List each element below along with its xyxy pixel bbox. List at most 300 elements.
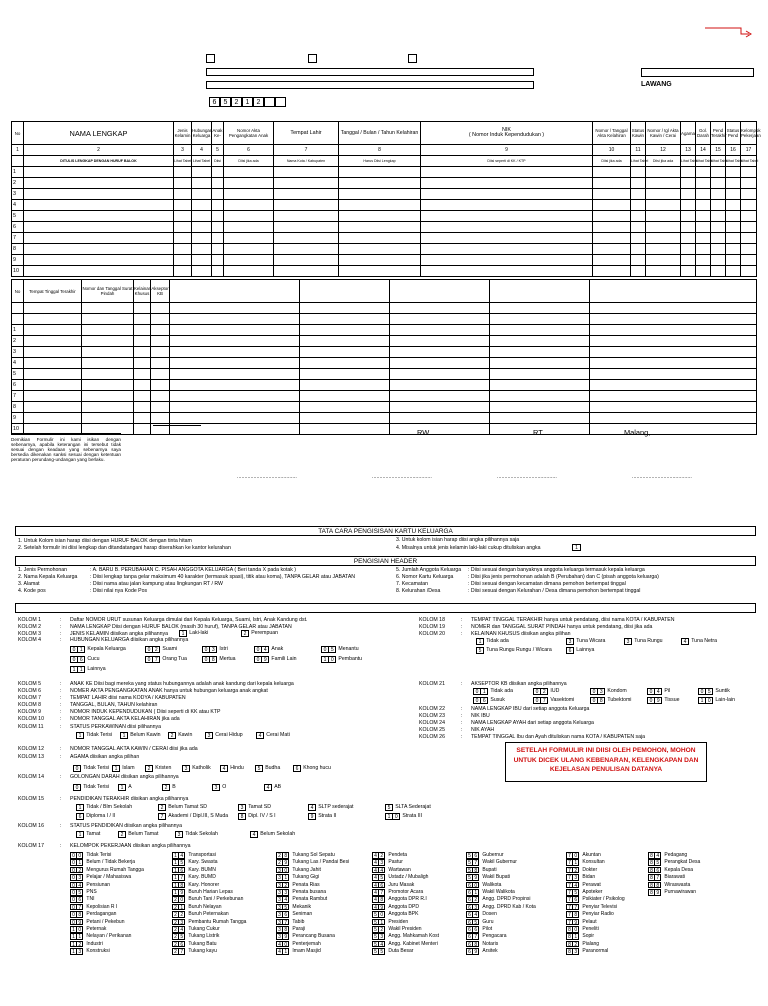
table-cell[interactable] <box>631 178 646 189</box>
table-cell[interactable] <box>741 189 757 200</box>
table-cell[interactable] <box>300 402 390 413</box>
table-cell[interactable] <box>339 200 421 211</box>
table-cell[interactable] <box>696 222 711 233</box>
table-cell[interactable] <box>646 233 681 244</box>
table-cell[interactable] <box>339 167 421 178</box>
table-cell[interactable] <box>590 347 757 358</box>
table-cell[interactable] <box>174 178 192 189</box>
digit-box[interactable]: 1 <box>242 97 253 107</box>
table-cell[interactable] <box>24 413 82 424</box>
table-cell[interactable] <box>170 402 300 413</box>
table-cell[interactable] <box>174 255 192 266</box>
table-cell[interactable] <box>590 413 757 424</box>
option-label: IUD <box>550 688 560 695</box>
table-cell[interactable] <box>192 244 212 255</box>
table-cell[interactable] <box>224 266 274 277</box>
table-cell[interactable] <box>590 369 757 380</box>
table-cell[interactable] <box>593 178 631 189</box>
table-cell[interactable] <box>24 233 174 244</box>
table-cell[interactable] <box>212 178 224 189</box>
kk-number-field[interactable] <box>641 68 754 77</box>
table-cell[interactable] <box>24 189 174 200</box>
option-item <box>112 765 145 773</box>
table-cell[interactable] <box>421 222 593 233</box>
table-cell[interactable] <box>726 178 741 189</box>
table-cell[interactable] <box>339 222 421 233</box>
table-cell[interactable] <box>590 325 757 336</box>
table-cell[interactable] <box>170 369 300 380</box>
table-cell[interactable] <box>741 244 757 255</box>
table-cell[interactable] <box>681 266 696 277</box>
table-cell[interactable] <box>82 336 134 347</box>
table-cell[interactable] <box>421 200 593 211</box>
table-cell[interactable] <box>134 358 151 369</box>
table-cell[interactable] <box>490 325 590 336</box>
table-cell[interactable] <box>192 167 212 178</box>
table-cell[interactable] <box>490 347 590 358</box>
table-cell[interactable] <box>300 413 390 424</box>
table-cell[interactable] <box>726 189 741 200</box>
table-cell[interactable] <box>421 266 593 277</box>
table-cell[interactable] <box>151 391 170 402</box>
table-cell[interactable] <box>274 189 339 200</box>
table-cell[interactable] <box>421 255 593 266</box>
digit-box[interactable]: 5 <box>220 97 231 107</box>
col-number: 17 <box>741 145 757 156</box>
table-cell[interactable] <box>726 266 741 277</box>
table-cell[interactable] <box>24 358 82 369</box>
digit-box[interactable]: 6 <box>209 97 220 107</box>
table-cell[interactable] <box>711 200 726 211</box>
table-cell[interactable] <box>24 380 82 391</box>
table-cell[interactable] <box>390 369 490 380</box>
code-digit: 1 <box>70 926 77 933</box>
table-cell[interactable] <box>741 178 757 189</box>
table-cell[interactable] <box>631 200 646 211</box>
code-digit: 0 <box>254 656 262 663</box>
table-cell[interactable] <box>24 402 82 413</box>
header-field-address[interactable] <box>206 81 534 89</box>
table-cell[interactable] <box>390 424 490 435</box>
table-cell[interactable] <box>170 347 300 358</box>
table-cell[interactable] <box>174 266 192 277</box>
table-cell[interactable] <box>24 200 174 211</box>
col-note: Nama Kota / Kabupaten <box>274 156 339 167</box>
table-cell[interactable] <box>274 200 339 211</box>
option-item <box>220 765 255 773</box>
table-cell[interactable] <box>224 200 274 211</box>
table-cell[interactable] <box>593 167 631 178</box>
table-cell[interactable] <box>174 189 192 200</box>
table-cell[interactable] <box>224 189 274 200</box>
table-cell[interactable] <box>696 255 711 266</box>
table-cell[interactable] <box>339 255 421 266</box>
code-box <box>70 656 84 663</box>
code-digit: 1 <box>118 784 126 791</box>
table-cell[interactable] <box>681 189 696 200</box>
table-cell[interactable] <box>646 255 681 266</box>
table-cell[interactable] <box>151 358 170 369</box>
pekerjaan-label: Petani / Pekebun <box>86 918 125 925</box>
table-cell[interactable] <box>174 244 192 255</box>
table-cell[interactable] <box>339 189 421 200</box>
table-cell[interactable] <box>82 369 134 380</box>
note-cell <box>12 156 24 167</box>
table-cell[interactable] <box>24 347 82 358</box>
digit-box[interactable] <box>275 97 286 107</box>
code-digit: 2 <box>158 804 166 811</box>
table-cell[interactable] <box>631 211 646 222</box>
table-cell[interactable] <box>82 413 134 424</box>
table-cell[interactable] <box>681 211 696 222</box>
table-cell[interactable] <box>590 391 757 402</box>
table-cell[interactable] <box>212 211 224 222</box>
table-cell[interactable] <box>24 369 82 380</box>
kolom-sep: : <box>60 843 62 849</box>
table-cell[interactable] <box>646 200 681 211</box>
pekerjaan-item <box>276 911 349 918</box>
table-cell[interactable] <box>339 178 421 189</box>
table-cell[interactable] <box>134 402 151 413</box>
table-cell[interactable] <box>681 255 696 266</box>
table-cell[interactable] <box>696 211 711 222</box>
table-cell[interactable] <box>646 211 681 222</box>
table-cell[interactable] <box>24 336 82 347</box>
table-cell[interactable] <box>24 222 174 233</box>
table-cell[interactable] <box>134 369 151 380</box>
table-cell[interactable] <box>82 325 134 336</box>
pekerjaan-item <box>276 896 349 903</box>
table-cell[interactable] <box>339 233 421 244</box>
col-number: 14 <box>696 145 711 156</box>
table-cell[interactable] <box>224 255 274 266</box>
table-cell[interactable] <box>696 244 711 255</box>
table-cell[interactable] <box>390 358 490 369</box>
table-cell[interactable] <box>726 244 741 255</box>
table-cell[interactable] <box>696 233 711 244</box>
table-cell[interactable] <box>711 211 726 222</box>
table-cell[interactable] <box>390 347 490 358</box>
table-cell[interactable] <box>741 222 757 233</box>
table-cell[interactable] <box>741 211 757 222</box>
table-cell[interactable] <box>593 200 631 211</box>
table-cell[interactable] <box>134 413 151 424</box>
table-cell[interactable] <box>212 233 224 244</box>
table-cell[interactable] <box>741 200 757 211</box>
table-cell[interactable] <box>490 402 590 413</box>
pekerjaan-item <box>372 948 439 955</box>
table-cell[interactable] <box>170 391 300 402</box>
table-cell[interactable] <box>421 211 593 222</box>
table-cell[interactable] <box>646 178 681 189</box>
table-cell[interactable] <box>224 167 274 178</box>
table-cell[interactable] <box>300 369 390 380</box>
table-cell[interactable] <box>590 402 757 413</box>
digit-box[interactable] <box>264 97 275 107</box>
table-cell[interactable] <box>151 369 170 380</box>
table-cell[interactable] <box>212 167 224 178</box>
table-cell[interactable] <box>741 233 757 244</box>
table-cell[interactable] <box>192 211 212 222</box>
table-cell[interactable] <box>490 358 590 369</box>
col-akseptor: Akseptor KB <box>151 280 170 303</box>
table-cell[interactable] <box>82 380 134 391</box>
code-digit: 1 <box>472 889 479 896</box>
table-cell[interactable] <box>192 200 212 211</box>
table-cell[interactable] <box>711 189 726 200</box>
table-cell[interactable] <box>646 189 681 200</box>
table-cell[interactable] <box>82 402 134 413</box>
table-cell[interactable] <box>646 167 681 178</box>
table-cell[interactable] <box>24 391 82 402</box>
table-cell[interactable] <box>646 244 681 255</box>
table-cell[interactable] <box>170 413 300 424</box>
table-cell[interactable] <box>192 178 212 189</box>
table-cell[interactable] <box>174 211 192 222</box>
table-cell[interactable] <box>490 380 590 391</box>
table-cell[interactable] <box>300 358 390 369</box>
pekerjaan-label: Arsitek <box>482 948 498 955</box>
table-cell[interactable] <box>224 211 274 222</box>
table-cell[interactable] <box>726 211 741 222</box>
table-cell[interactable] <box>174 167 192 178</box>
kolom-number: KOLOM 25 <box>419 727 445 734</box>
table-cell[interactable] <box>224 222 274 233</box>
table-cell[interactable] <box>696 189 711 200</box>
table-cell[interactable] <box>274 233 339 244</box>
table-cell[interactable] <box>421 244 593 255</box>
table-cell[interactable] <box>212 222 224 233</box>
table-cell[interactable] <box>174 222 192 233</box>
table-cell[interactable] <box>192 222 212 233</box>
table-cell[interactable] <box>134 325 151 336</box>
table-cell[interactable] <box>224 233 274 244</box>
code-digit: 7 <box>378 889 385 896</box>
table-cell[interactable] <box>711 178 726 189</box>
kolom-text: NIK AYAH <box>471 727 495 734</box>
table-cell[interactable] <box>300 424 390 435</box>
table-cell[interactable] <box>192 233 212 244</box>
table-cell[interactable] <box>741 266 757 277</box>
table-cell[interactable] <box>24 211 174 222</box>
table-cell[interactable] <box>711 167 726 178</box>
table-cell[interactable] <box>421 167 593 178</box>
table-cell[interactable] <box>390 413 490 424</box>
table-cell[interactable] <box>82 347 134 358</box>
table-cell[interactable] <box>300 391 390 402</box>
table-cell[interactable] <box>711 233 726 244</box>
header-field-name[interactable] <box>206 68 534 76</box>
table-row <box>12 167 757 178</box>
table-cell[interactable] <box>274 255 339 266</box>
table-cell[interactable] <box>192 189 212 200</box>
table-cell[interactable] <box>390 391 490 402</box>
digit-box[interactable]: 2 <box>231 97 242 107</box>
table-cell[interactable] <box>212 266 224 277</box>
pekerjaan-item <box>566 941 625 948</box>
kolom-sep: : <box>60 688 62 695</box>
type-checkbox-a[interactable] <box>206 54 215 63</box>
table-cell[interactable] <box>590 336 757 347</box>
table-cell[interactable] <box>300 347 390 358</box>
table-cell[interactable] <box>631 255 646 266</box>
table-cell[interactable] <box>726 222 741 233</box>
table-cell[interactable] <box>726 255 741 266</box>
table-cell[interactable] <box>711 266 726 277</box>
kolom-sep: : <box>60 617 62 623</box>
table-cell[interactable] <box>490 369 590 380</box>
table-cell[interactable] <box>696 178 711 189</box>
guide-row <box>18 567 355 574</box>
option-item <box>681 638 736 646</box>
table-cell[interactable] <box>170 380 300 391</box>
table-cell[interactable] <box>339 266 421 277</box>
table-cell[interactable] <box>593 189 631 200</box>
code-digit: 2 <box>378 852 385 859</box>
table-cell[interactable] <box>390 402 490 413</box>
table-cell[interactable] <box>212 189 224 200</box>
table-cell[interactable] <box>170 358 300 369</box>
table-cell[interactable] <box>590 358 757 369</box>
table-cell[interactable] <box>631 266 646 277</box>
table-cell[interactable] <box>390 336 490 347</box>
table-cell[interactable] <box>134 391 151 402</box>
code-digit: 6 <box>466 919 473 926</box>
table-cell[interactable] <box>24 266 174 277</box>
table-cell[interactable] <box>151 347 170 358</box>
type-checkbox-c[interactable] <box>408 54 417 63</box>
table-cell[interactable] <box>274 178 339 189</box>
table-cell[interactable] <box>82 358 134 369</box>
table-cell[interactable] <box>711 255 726 266</box>
table-cell[interactable] <box>593 211 631 222</box>
table-cell[interactable] <box>631 233 646 244</box>
table-cell[interactable] <box>151 402 170 413</box>
col-pekerjaan: Kelompok Pekerjaan <box>741 122 757 145</box>
table-cell[interactable] <box>631 167 646 178</box>
table-cell[interactable] <box>390 380 490 391</box>
table-cell[interactable] <box>593 255 631 266</box>
table-cell[interactable] <box>593 266 631 277</box>
table-cell[interactable] <box>681 200 696 211</box>
table-cell[interactable] <box>681 178 696 189</box>
table-cell[interactable] <box>151 325 170 336</box>
table-cell[interactable] <box>300 380 390 391</box>
table-cell[interactable] <box>170 325 300 336</box>
table-cell[interactable] <box>741 167 757 178</box>
kolom-sep: : <box>60 681 62 687</box>
table-cell[interactable] <box>134 424 151 435</box>
table-cell[interactable] <box>224 244 274 255</box>
table-cell[interactable] <box>174 233 192 244</box>
table-cell[interactable] <box>726 200 741 211</box>
table-cell[interactable] <box>593 244 631 255</box>
table-cell[interactable] <box>593 233 631 244</box>
table-cell[interactable] <box>212 200 224 211</box>
kolom-text: KELAINAN KHUSUS diisikan angka pilihan <box>471 630 571 637</box>
table-cell[interactable] <box>646 266 681 277</box>
table-cell[interactable] <box>274 211 339 222</box>
table-cell[interactable] <box>681 244 696 255</box>
table-cell[interactable] <box>170 336 300 347</box>
table-cell[interactable] <box>274 222 339 233</box>
table-cell[interactable] <box>300 336 390 347</box>
table-cell[interactable] <box>24 178 174 189</box>
table-cell[interactable] <box>646 222 681 233</box>
table-cell[interactable] <box>224 178 274 189</box>
table-cell[interactable] <box>696 167 711 178</box>
table-cell[interactable] <box>490 413 590 424</box>
table-cell[interactable] <box>24 325 82 336</box>
kolom-text: NOMOR TANGGAL AKTA KAWIN / CERAI diisi jika ada <box>70 746 198 752</box>
table-cell[interactable] <box>696 200 711 211</box>
kolom-row <box>18 702 294 709</box>
table-cell[interactable] <box>390 325 490 336</box>
table-cell[interactable] <box>593 222 631 233</box>
table-cell[interactable] <box>192 255 212 266</box>
table-cell[interactable] <box>274 167 339 178</box>
table-cell[interactable] <box>726 233 741 244</box>
table-cell[interactable] <box>421 189 593 200</box>
table-cell[interactable] <box>681 233 696 244</box>
table-cell[interactable] <box>711 244 726 255</box>
option-label: Mertua <box>219 656 236 663</box>
table-cell[interactable] <box>151 413 170 424</box>
code-digit: 1 <box>572 859 579 866</box>
table-cell[interactable] <box>490 391 590 402</box>
table-cell[interactable] <box>274 244 339 255</box>
kolom-row <box>18 688 294 695</box>
table-cell[interactable] <box>174 200 192 211</box>
table-cell[interactable] <box>300 325 390 336</box>
type-checkbox-b[interactable] <box>308 54 317 63</box>
table-cell[interactable] <box>681 167 696 178</box>
table-cell[interactable] <box>711 222 726 233</box>
table-cell[interactable] <box>339 211 421 222</box>
table-cell[interactable] <box>134 347 151 358</box>
table-cell[interactable] <box>134 336 151 347</box>
table-cell[interactable] <box>24 244 174 255</box>
table-row <box>12 255 757 266</box>
table-cell[interactable] <box>151 336 170 347</box>
table-cell[interactable] <box>339 244 421 255</box>
table-cell[interactable] <box>421 178 593 189</box>
table-cell[interactable] <box>24 167 174 178</box>
table-cell[interactable] <box>151 380 170 391</box>
table-cell[interactable] <box>696 266 711 277</box>
table-cell[interactable] <box>421 233 593 244</box>
table-cell[interactable] <box>726 167 741 178</box>
table-cell[interactable] <box>82 391 134 402</box>
table-cell[interactable] <box>631 189 646 200</box>
table-cell[interactable] <box>490 336 590 347</box>
table-cell[interactable] <box>590 380 757 391</box>
table-cell[interactable] <box>192 266 212 277</box>
code-digit: 9 <box>654 889 661 896</box>
table-cell[interactable] <box>134 380 151 391</box>
table-cell[interactable] <box>212 244 224 255</box>
table-cell[interactable] <box>24 255 174 266</box>
table-cell[interactable] <box>212 255 224 266</box>
table-cell[interactable] <box>631 244 646 255</box>
table-cell[interactable] <box>681 222 696 233</box>
option-item <box>254 656 321 664</box>
table-row <box>12 391 757 402</box>
table-cell[interactable] <box>741 255 757 266</box>
table-cell[interactable] <box>631 222 646 233</box>
digit-box[interactable]: 2 <box>253 97 264 107</box>
table-cell[interactable] <box>274 266 339 277</box>
